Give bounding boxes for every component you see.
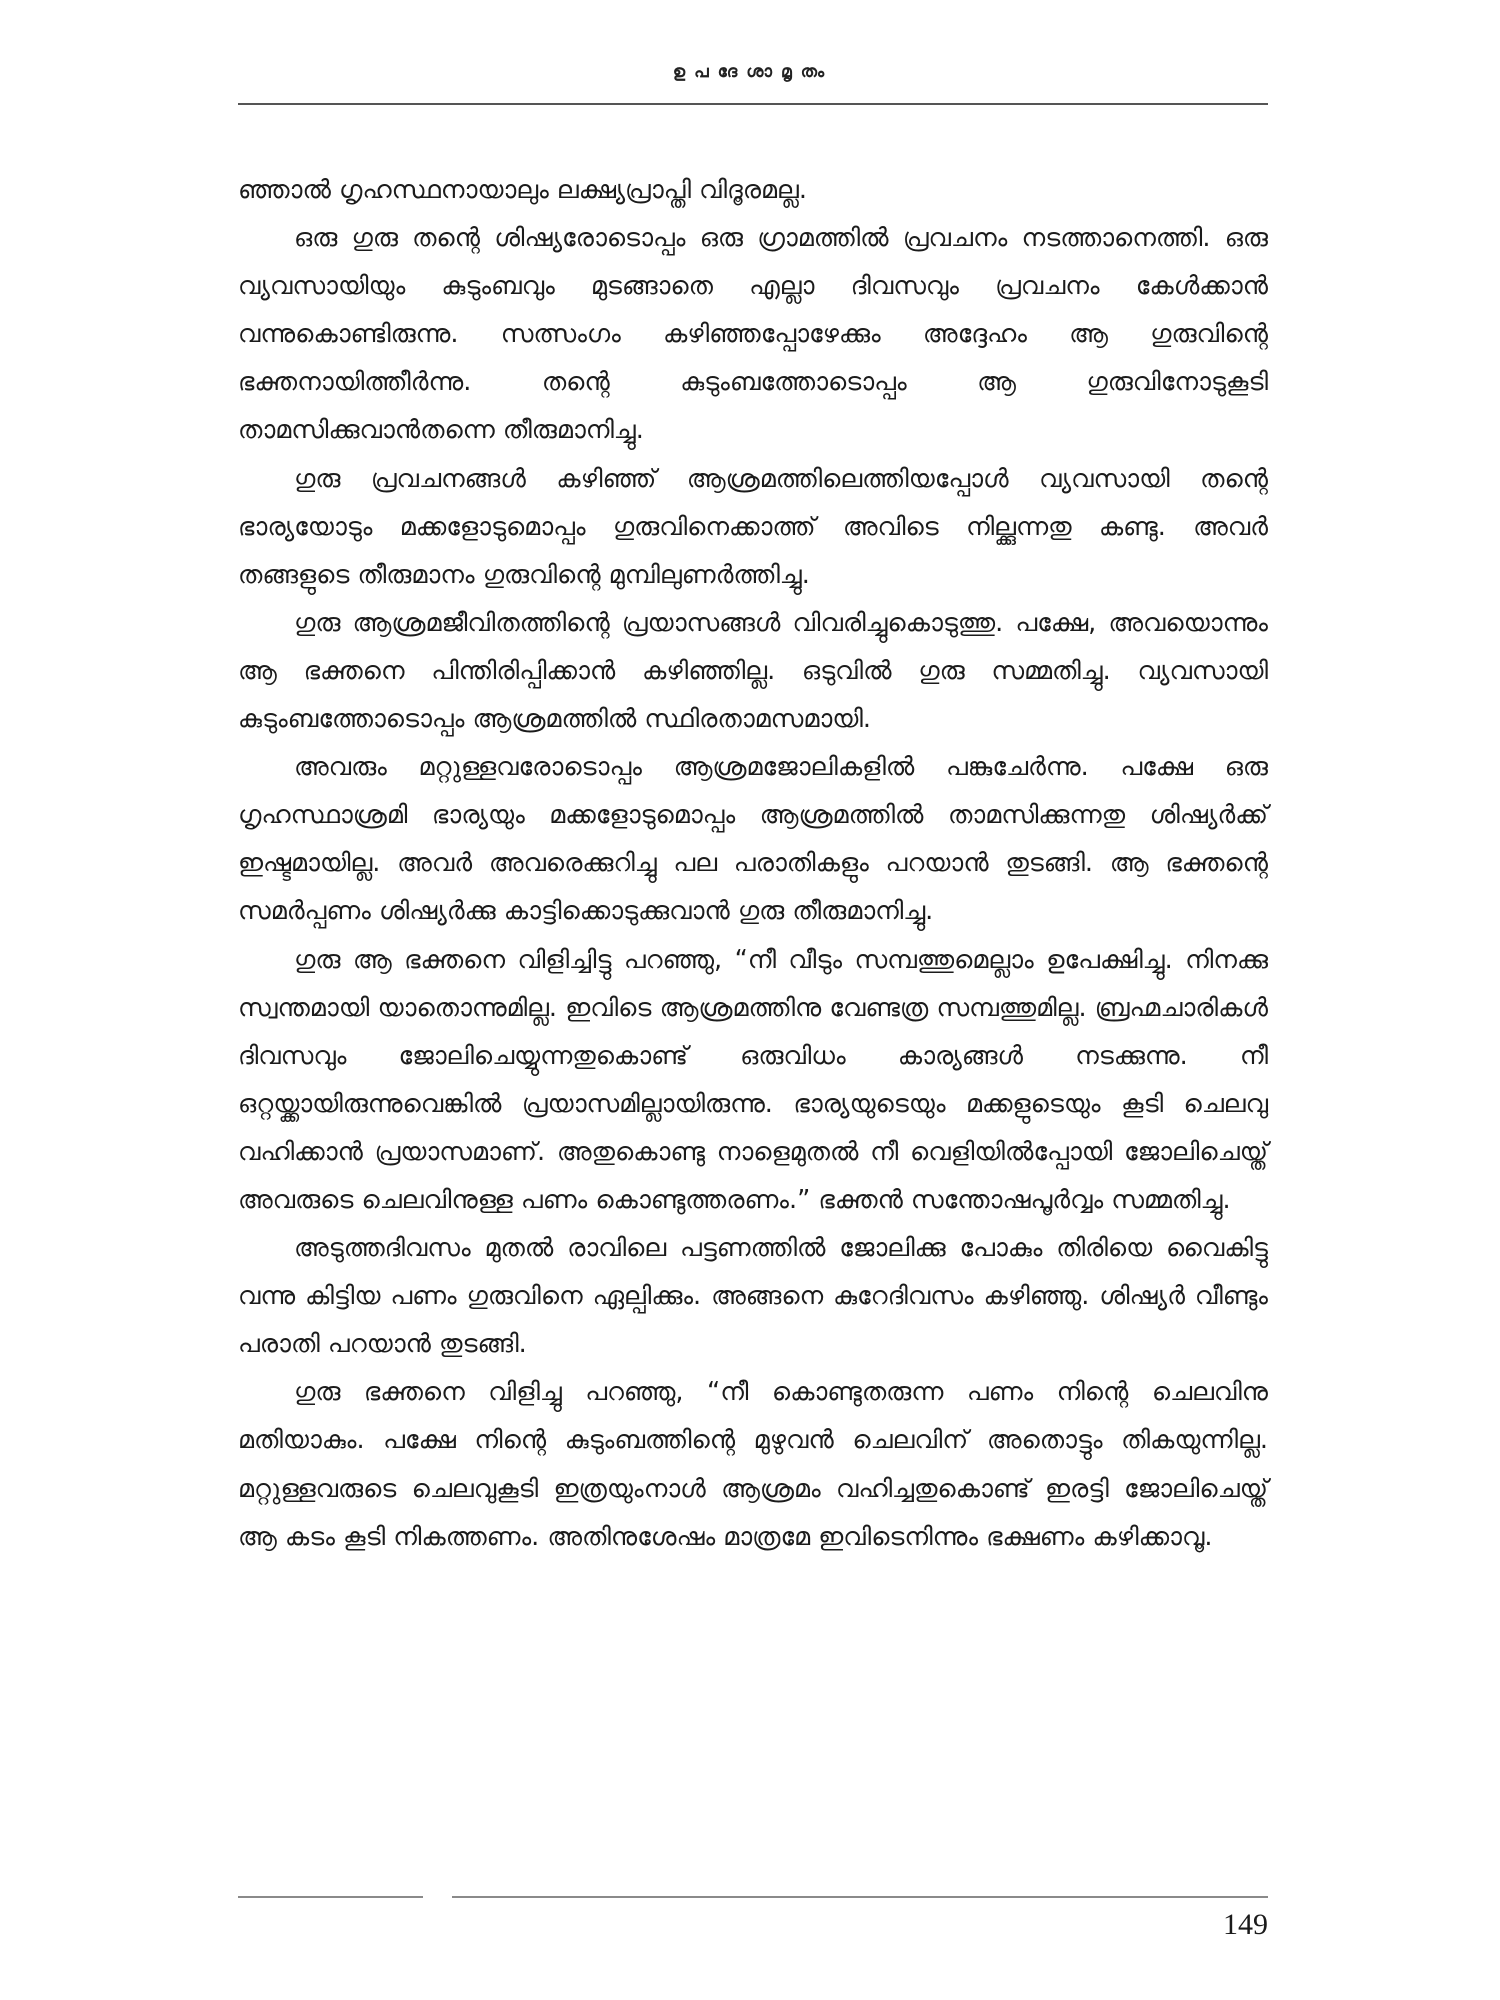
paragraph-6: ഗുരു ആ ഭക്തനെ വിളിച്ചിട്ടു പറഞ്ഞു, “നീ വീടും സമ്പത്തുമെല്ലാം ഉപേക്ഷിച്ചു. നിനക്കു സ്വന്തമായി യാതൊന്നുമില്ല. ഇവിടെ ആശ്രമത്തിനു വേണ്ടത്ര സമ്പത്തുമില്ല. ബ്രഹ്മചാരികൾ ദിവസവും ജോലിചെയ്യുന്നതുകൊണ്ട് ഒരുവിധം കാര്യങ്ങൾ നടക്കുന്നു. നീ ഒറ്റയ്ക്കായിരുന്നുവെങ്കിൽ പ്രയാസമില്ലായിരുന്നു. ഭാര്യയുടെയും മക്കളുടെയും കൂടി ചെലവു വഹിക്കാൻ പ്രയാസമാണ്. അതുകൊണ്ടു നാളെമുതൽ നീ വെളിയിൽപ്പോയി ജോലിചെയ്ത് അവരുടെ ചെലവിനുള്ള പണം കൊണ്ടുത്തരണം.” ഭക്തൻ സന്തോഷപൂർവ്വം സമ്മതിച്ചു. — [238, 944, 1268, 1215]
paragraph-4: ഗുരു ആശ്രമജീവിതത്തിന്റെ പ്രയാസങ്ങൾ വിവരിച്ചുകൊടുത്തു. പക്ഷേ, അവയൊന്നും ആ ഭക്തനെ പിന്തിരിപ്പിക്കാൻ കഴിഞ്ഞില്ല. ഒടുവിൽ ഗുരു സമ്മതിച്ചു. വ്യവസായി കുടുംബത്തോടൊപ്പം ആശ്രമത്തിൽ സ്ഥിരതാമസമായി. — [238, 607, 1268, 735]
header-rule — [238, 103, 1268, 105]
page-header-title: ഉപദേശാമൃതം — [672, 62, 834, 82]
paragraph-5: അവരും മറ്റുള്ളവരോടൊപ്പം ആശ്രമജോലികളിൽ പങ്കുചേർന്നു. പക്ഷേ ഒരു ഗൃഹസ്ഥാശ്രമി ഭാര്യയും മക്കളോടുമൊപ്പം ആശ്രമത്തിൽ താമസിക്കുന്നതു ശിഷ്യർക്ക് ഇഷ്ടമായില്ല. അവർ അവരെക്കുറിച്ചു പല പരാതികളും പറയാൻ തുടങ്ങി. ആ ഭക്തന്റെ സമർപ്പണം ശിഷ്യർക്കു കാട്ടിക്കൊടുക്കുവാൻ ഗുരു തീരുമാനിച്ചു. — [238, 752, 1268, 927]
paragraph-7: അടുത്തദിവസം മുതൽ രാവിലെ പട്ടണത്തിൽ ജോലിക്കു പോകും തിരിയെ വൈകിട്ടു വന്നു കിട്ടിയ പണം ഗുരുവിനെ ഏല്പിക്കും. അങ്ങനെ കുറേദിവസം കഴിഞ്ഞു. ശിഷ്യർ വീണ്ടും പരാതി പറയാൻ തുടങ്ങി. — [238, 1233, 1268, 1360]
paragraph-2: ഒരു ഗുരു തന്റെ ശിഷ്യരോടൊപ്പം ഒരു ഗ്രാമത്തിൽ പ്രവചനം നടത്താനെത്തി. ഒരു വ്യവസായിയും കുടുംബവും മുടങ്ങാതെ എല്ലാ ദിവസവും പ്രവചനം കേൾക്കാൻ വന്നുകൊണ്ടിരുന്നു. സത്സംഗം കഴിഞ്ഞപ്പോഴേക്കും അദ്ദേഹം ആ ഗുരുവിന്റെ ഭക്തനായിത്തീർന്നു. തന്റെ കുടുംബത്തോടൊപ്പം ആ ഗുരുവിനോടുകൂടി താമസിക്കുവാൻതന്നെ തീരുമാനിച്ചു. — [238, 223, 1268, 446]
footer-rule-right — [452, 1896, 1268, 1898]
body-text — [238, 166, 1268, 1561]
footer-rule-left — [238, 1896, 423, 1898]
paragraph-1: ഞ്ഞാൽ ഗൃഹസ്ഥനായാലും ലക്ഷ്യപ്രാപ്തി വിദൂരമല്ല. — [238, 175, 807, 205]
paragraph-8: ഗുരു ഭക്തനെ വിളിച്ചു പറഞ്ഞു, “നീ കൊണ്ടുതരുന്ന പണം നിന്റെ ചെലവിനു മതിയാകും. പക്ഷേ നിന്റെ കുടുംബത്തിന്റെ മുഴുവൻ ചെലവിന് അതൊട്ടും തികയുന്നില്ല. മറ്റുള്ളവരുടെ ചെലവുകൂടി ഇത്രയുംനാൾ ആശ്രമം വഹിച്ചതുകൊണ്ട് ഇരട്ടി ജോലിചെയ്ത് ആ കടം കൂടി നികത്തണം. അതിനുശേഷം മാത്രമേ ഇവിടെനിന്നും ഭക്ഷണം കഴിക്കാവൂ. — [238, 1377, 1268, 1552]
page-number: 149 — [1223, 1908, 1268, 1941]
paragraph-3: ഗുരു പ്രവചനങ്ങൾ കഴിഞ്ഞ് ആശ്രമത്തിലെത്തിയപ്പോൾ വ്യവസായി തന്റെ ഭാര്യയോടും മക്കളോടുമൊപ്പം ഗുരുവിനെക്കാത്ത് അവിടെ നില്ക്കുന്നതു കണ്ടു. അവർ തങ്ങളുടെ തീരുമാനം ഗുരുവിന്റെ മുമ്പിലുണർത്തിച്ചു. — [238, 463, 1268, 590]
